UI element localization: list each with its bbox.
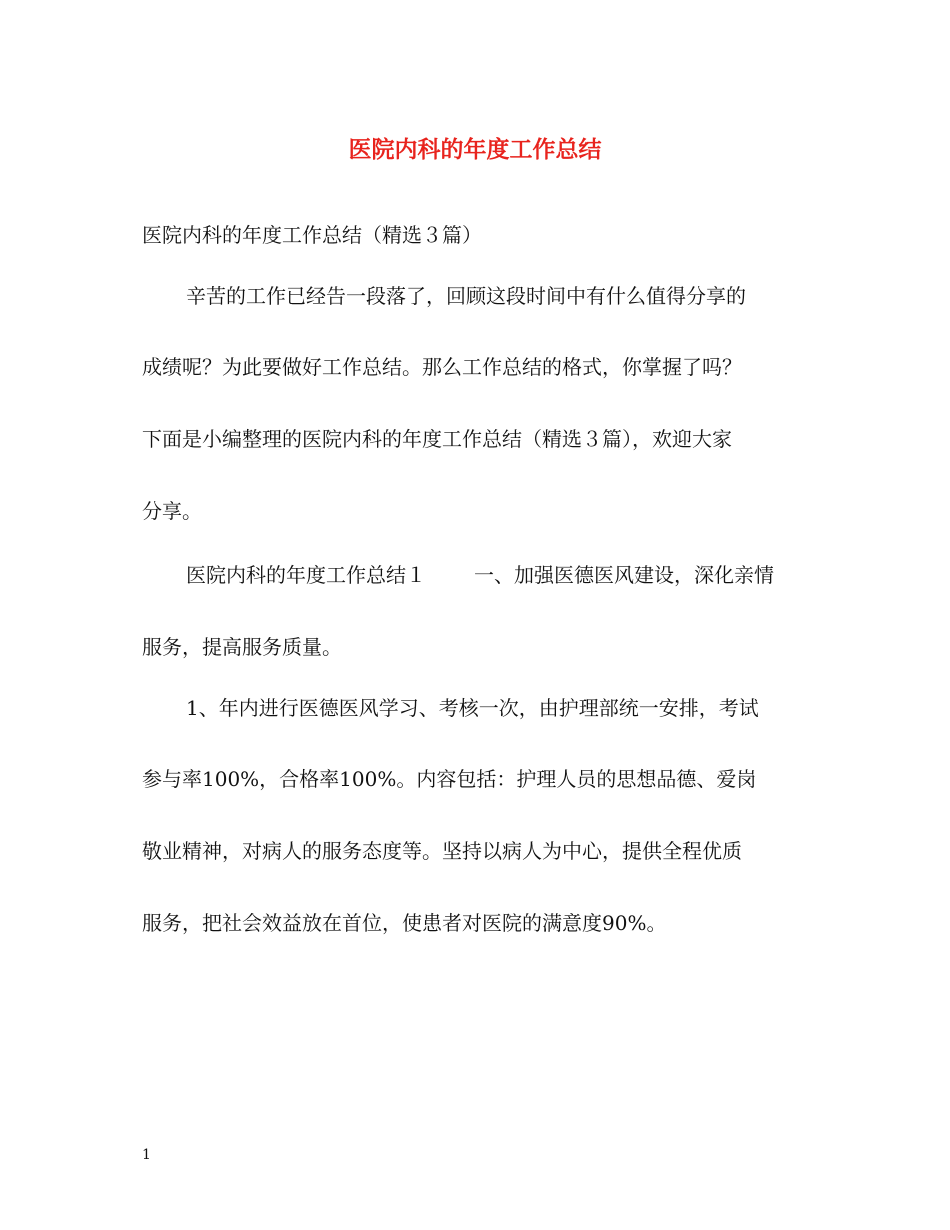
document-title: 医院内科的年度工作总结	[348, 136, 602, 163]
item1-line-1: 1、年内进行医德医风学习、考核一次，由护理部统一安排，考试	[186, 696, 759, 720]
intro-line-3: 下面是小编整理的医院内科的年度工作总结（精选３篇），欢迎大家	[142, 427, 732, 451]
section1-line-2: 服务，提高服务质量。	[142, 635, 342, 659]
intro-line-4: 分享。	[142, 499, 202, 523]
document-subtitle: 医院内科的年度工作总结（精选３篇）	[142, 223, 482, 247]
item1-line-2: 参与率100%，合格率100%。内容包括：护理人员的思想品德、爱岗	[142, 767, 757, 791]
intro-line-1: 辛苦的工作已经告一段落了，回顾这段时间中有什么值得分享的	[186, 284, 746, 308]
item1-line-4: 服务，把社会效益放在首位，使患者对医院的满意度90%。	[142, 911, 667, 935]
item1-line-3: 敬业精神，对病人的服务态度等。坚持以病人为中心，提供全程优质	[142, 839, 742, 863]
section1-line-1	[186, 560, 774, 590]
section1-lead: 一、加强医德医风建设，深化亲情	[474, 563, 774, 587]
intro-line-2: 成绩呢？为此要做好工作总结。那么工作总结的格式，你掌握了吗？	[142, 355, 742, 379]
section1-heading: 医院内科的年度工作总结１	[186, 563, 426, 587]
page-number: 1	[142, 1147, 151, 1163]
